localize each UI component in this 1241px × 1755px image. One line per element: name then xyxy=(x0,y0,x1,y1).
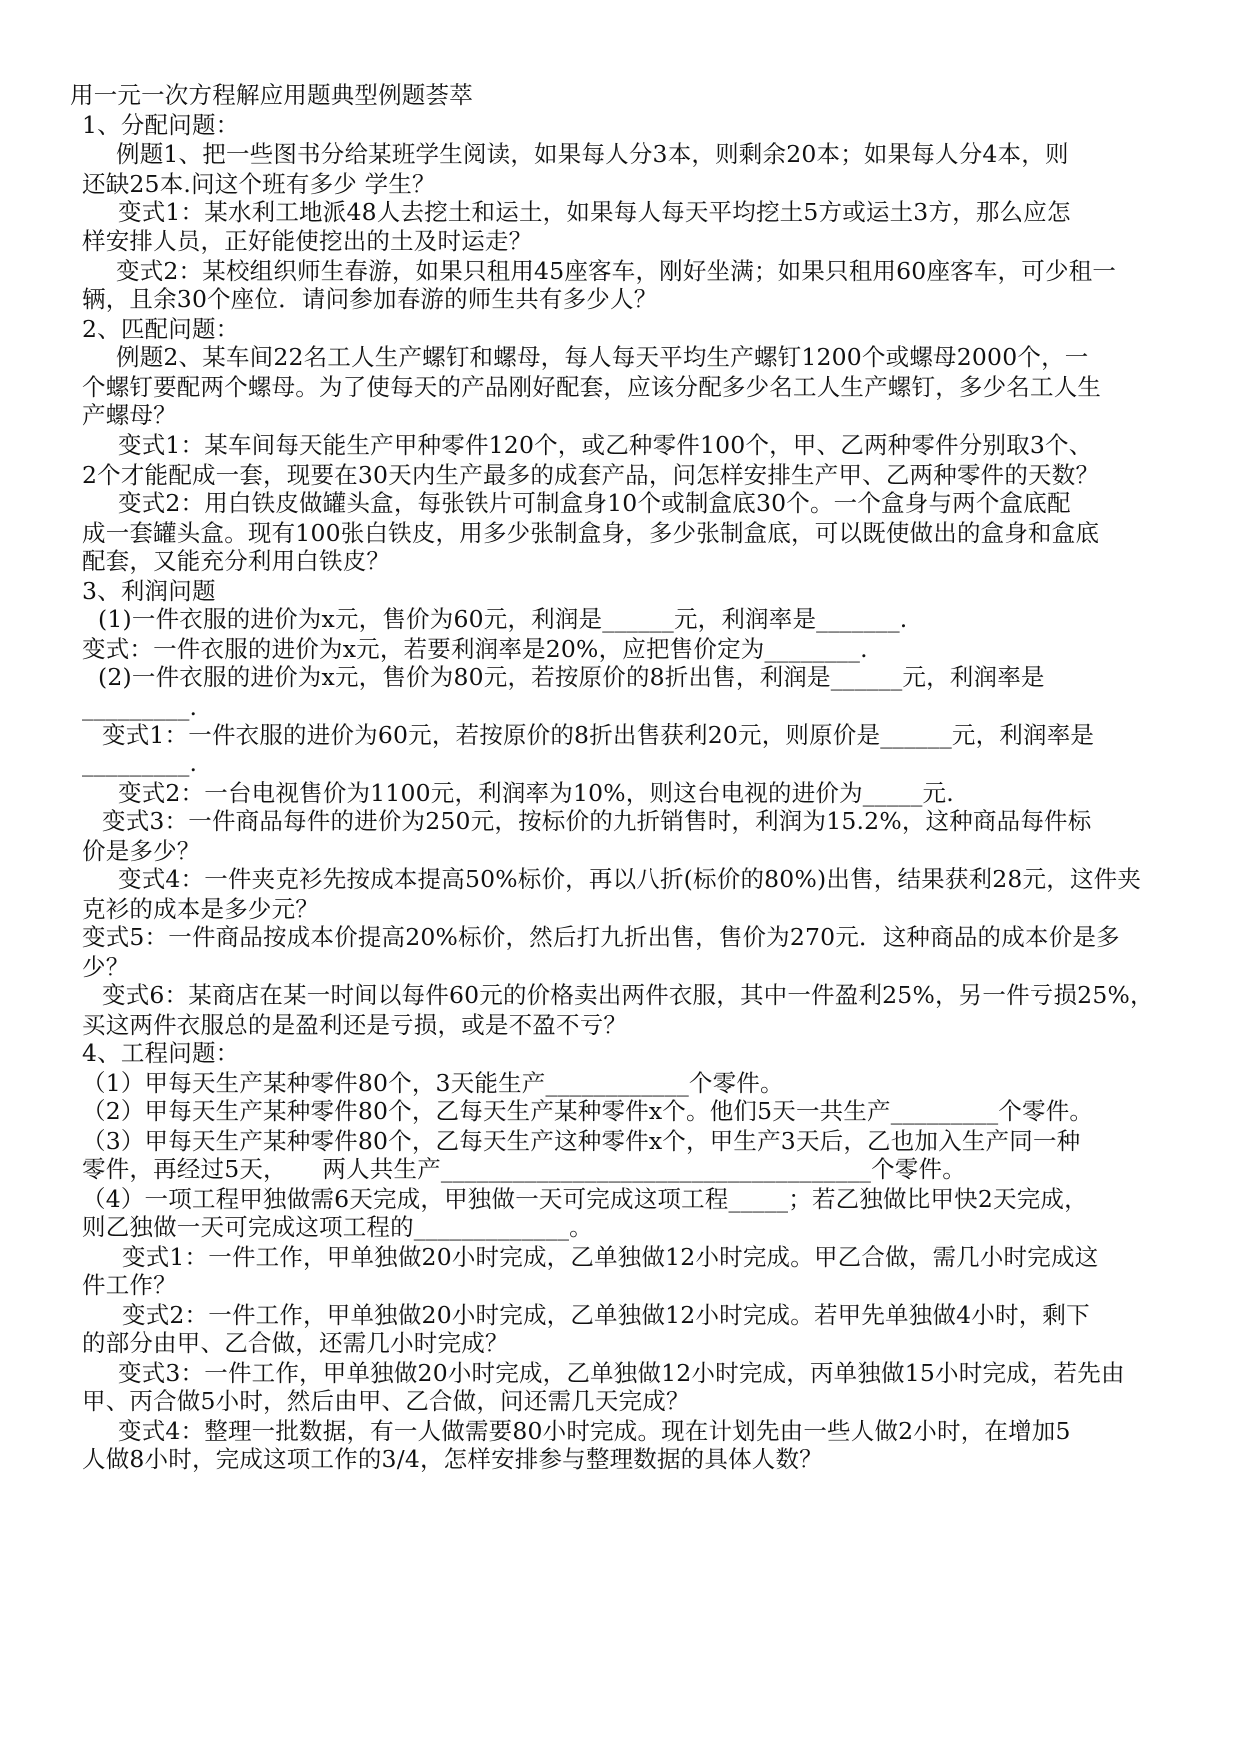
text-line: （3）甲每天生产某种零件80个，乙每天生产这种零件x个，甲生产3天后，乙也加入生产同一种 xyxy=(82,1127,1081,1155)
text-line: 变式4：整理一批数据，有一人做需要80小时完成。现在计划先由一些人做2小时，在增加5 xyxy=(118,1417,1071,1445)
text-line: 变式1：一件衣服的进价为60元，若按原价的8折出售获利20元，则原价是______元，利润率是 xyxy=(102,721,1095,749)
text-line: 价是多少？ xyxy=(82,837,201,865)
text-line: 变式：一件衣服的进价为x元，若要利润率是20%，应把售价定为________. xyxy=(82,635,868,663)
text-line: 变式2：一件工作，甲单独做20小时完成，乙单独做12小时完成。若甲先单独做4小时，剩下 xyxy=(122,1301,1090,1329)
text-line: 变式1：某车间每天能生产甲种零件120个，或乙种零件100个，甲、乙两种零件分别取3个、 xyxy=(118,431,1093,459)
answer-blank: _________. xyxy=(82,693,198,721)
text-line: 变式2：一台电视售价为1100元，利润率为10%，则这台电视的进价为_____元. xyxy=(118,779,954,807)
text-line: 例题1、把一些图书分给某班学生阅读，如果每人分3本，则剩余20本；如果每人分4本，则 xyxy=(116,140,1069,168)
text-line: 变式1：一件工作，甲单独做20小时完成，乙单独做12小时完成。甲乙合做，需几小时完成这 xyxy=(122,1243,1099,1271)
section-heading: 2、匹配问题： xyxy=(82,315,240,343)
text-line: 买这两件衣服总的是盈利还是亏损，或是不盈不亏？ xyxy=(82,1011,628,1039)
text-line: 变式3：一件商品每件的进价为250元，按标价的九折销售时，利润为15.2%，这种商品每件标 xyxy=(102,807,1092,835)
text-line: 变式6：某商店在某一时间以每件60元的价格卖出两件衣服，其中一件盈利25%，另一件亏损25%， xyxy=(102,981,1154,1009)
text-line: 克衫的成本是多少元？ xyxy=(82,895,319,923)
text-line: 配套，又能充分利用白铁皮？ xyxy=(82,547,391,575)
text-line: 少？ xyxy=(82,953,130,981)
text-line: 零件，再经过5天， 两人共生产____________________________________个零件。 xyxy=(82,1155,966,1183)
text-line: 还缺25本.问这个班有多少 学生？ xyxy=(82,170,436,198)
answer-blank: _________. xyxy=(82,749,198,777)
text-line: 辆，且余30个座位．请问参加春游的师生共有多少人？ xyxy=(82,285,658,313)
text-line: 例题2、某车间22名工人生产螺钉和螺母，每人每天平均生产螺钉1200个或螺母2000个，一 xyxy=(116,343,1089,371)
text-line: 则乙独做一天可完成这项工程的_____________。 xyxy=(82,1213,593,1241)
section-heading: 1、分配问题： xyxy=(82,111,240,139)
text-line: （1）甲每天生产某种零件80个，3天能生产____________个零件。 xyxy=(82,1069,784,1097)
text-line: 甲、丙合做5小时，然后由甲、乙合做，问还需几天完成？ xyxy=(82,1387,690,1415)
text-line: 2个才能配成一套，现要在30天内生产最多的成套产品，问怎样安排生产甲、乙两种零件的天数？ xyxy=(82,461,1100,489)
text-line: （4）一项工程甲独做需6天完成，甲独做一天可完成这项工程_____；若乙独做比甲快2天完成， xyxy=(82,1185,1088,1213)
text-line: 个螺钉要配两个螺母。为了使每天的产品刚好配套，应该分配多少名工人生产螺钉，多少名工人生 xyxy=(82,373,1102,401)
text-line: 变式2：用白铁皮做罐头盒，每张铁片可制盒身10个或制盒底30个。一个盒身与两个盒底配 xyxy=(118,489,1071,517)
text-line: 成一套罐头盒。现有100张白铁皮，用多少张制盒身，多少张制盒底，可以既使做出的盒身和盒底 xyxy=(82,519,1100,547)
text-line: 变式5：一件商品按成本价提高20%标价，然后打九折出售，售价为270元．这种商品的成本价是多 xyxy=(82,923,1120,951)
section-heading: 4、工程问题： xyxy=(82,1039,240,1067)
section-heading: 3、利润问题 xyxy=(82,577,216,605)
text-line: (2)一件衣服的进价为x元，售价为80元，若按原价的8折出售，利润是______元，利润率是 xyxy=(98,663,1045,691)
text-line: 变式1：某水利工地派48人去挖土和运土，如果每人每天平均挖土5方或运土3方，那么应怎 xyxy=(118,198,1071,226)
text-line: 的部分由甲、乙合做，还需几小时完成？ xyxy=(82,1329,509,1357)
text-line: 产螺母？ xyxy=(82,401,177,429)
text-line: 变式3：一件工作，甲单独做20小时完成，乙单独做12小时完成，丙单独做15小时完成，若先由 xyxy=(118,1359,1125,1387)
text-line: （2）甲每天生产某种零件80个，乙每天生产某种零件x个。他们5天一共生产_________个零件。 xyxy=(82,1097,1094,1125)
text-line: 件工作？ xyxy=(82,1271,177,1299)
text-line: 人做8小时，完成这项工作的3/4，怎样安排参与整理数据的具体人数？ xyxy=(82,1445,823,1473)
page-title: 用一元一次方程解应用题典型例题荟萃 xyxy=(70,81,473,109)
text-line: (1)一件衣服的进价为x元，售价为60元，利润是______元，利润率是_______. xyxy=(98,605,908,633)
text-line: 变式4：一件夹克衫先按成本提高50%标价，再以八折(标价的80%)出售，结果获利28元，这件夹 xyxy=(118,865,1142,893)
text-line: 样安排人员，正好能使挖出的土及时运走？ xyxy=(82,227,533,255)
text-line: 变式2：某校组织师生春游，如果只租用45座客车，刚好坐满；如果只租用60座客车，可少租一 xyxy=(116,257,1117,285)
